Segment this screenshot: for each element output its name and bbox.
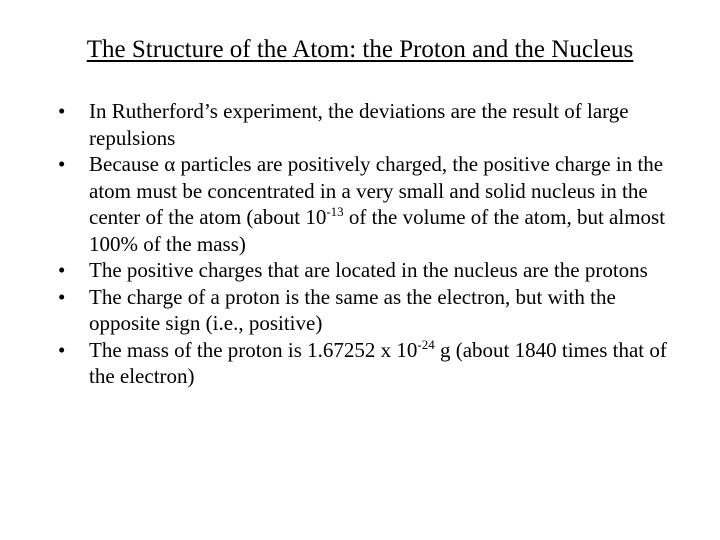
bullet-text: The charge of a proton is the same as the electron, but with the opposite sign (i.e., positive) — [89, 284, 616, 335]
exponent: -13 — [326, 204, 344, 219]
bullet-item-proton-mass — [58, 337, 688, 390]
bullet-text-before: Because α particles are positively charged, the positive charge in the atom must be concentrated in a very small and solid nucleus in the center of the atom (about 10 — [89, 152, 664, 229]
bullet-icon: • — [58, 284, 66, 309]
bullet-icon: • — [58, 99, 66, 123]
bullet-icon: • — [58, 152, 66, 176]
bullet-item-rutherford-experiment — [58, 98, 688, 151]
bullet-icon: • — [58, 337, 66, 362]
bullet-text: The positive charges that are located in the nucleus are the protons — [89, 258, 648, 282]
bullet-text-after: of the volume of the atom, but almost 100% of the mass) — [89, 205, 666, 256]
bullet-text-before: The mass of the proton is 1.67252 x 10 — [89, 337, 418, 362]
bullet-item-protons — [58, 257, 688, 284]
slide-title: The Structure of the Atom: the Proton and the Nucleus — [86, 36, 634, 63]
exponent: -24 — [417, 336, 435, 352]
bullet-text-after: g (about 1840 times that of the electron) — [89, 337, 667, 388]
bullet-icon: • — [58, 258, 66, 282]
bullet-item-positive-charge-nucleus — [58, 151, 688, 257]
bullet-item-proton-charge — [58, 284, 688, 337]
bullet-text: In Rutherford’s experiment, the deviations are the result of large repulsions — [89, 99, 629, 150]
bullet-list — [58, 98, 688, 390]
